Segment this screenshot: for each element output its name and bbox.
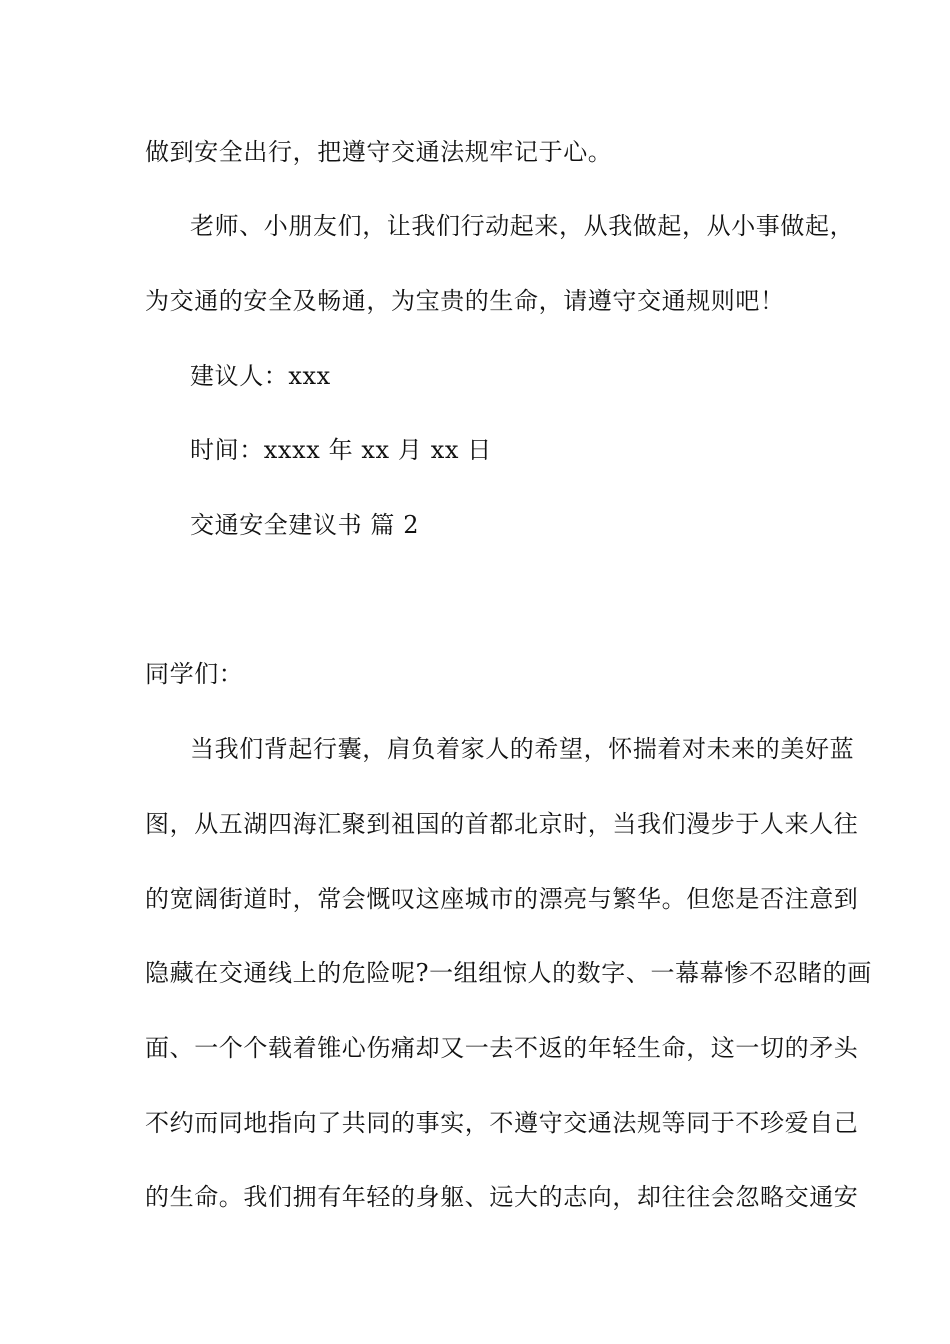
signatory-line: 建议人：xxx [190, 362, 331, 390]
section-heading: 交通安全建议书 篇 2 [190, 511, 420, 539]
text-line-10: 的宽阔街道时，常会慨叹这座城市的漂亮与繁华。但您是否注意到 [145, 885, 859, 913]
text-line-12: 面、一个个载着锥心伤痛却又一去不返的年轻生命，这一切的矛头 [145, 1034, 859, 1062]
text-line-14: 的生命。我们拥有年轻的身躯、远大的志向，却往往会忽略交通安 [145, 1183, 859, 1211]
text-line-2: 老师、小朋友们，让我们行动起来，从我做起，从小事做起， [190, 212, 855, 240]
text-line-8: 当我们背起行囊，肩负着家人的希望，怀揣着对未来的美好蓝 [190, 735, 855, 763]
salutation-line: 同学们： [145, 660, 244, 688]
text-line-1: 做到安全出行，把遵守交通法规牢记于心。 [145, 138, 613, 166]
date-line: 时间：xxxx 年 xx 月 xx 日 [190, 436, 492, 464]
text-line-3: 为交通的安全及畅通，为宝贵的生命，请遵守交通规则吧！ [145, 287, 785, 315]
text-line-11: 隐藏在交通线上的危险呢?一组组惊人的数字、一幕幕惨不忍睹的画 [145, 959, 872, 987]
text-line-9: 图，从五湖四海汇聚到祖国的首都北京时，当我们漫步于人来人往 [145, 810, 859, 838]
text-line-13: 不约而同地指向了共同的事实，不遵守交通法规等同于不珍爱自己 [145, 1109, 859, 1137]
